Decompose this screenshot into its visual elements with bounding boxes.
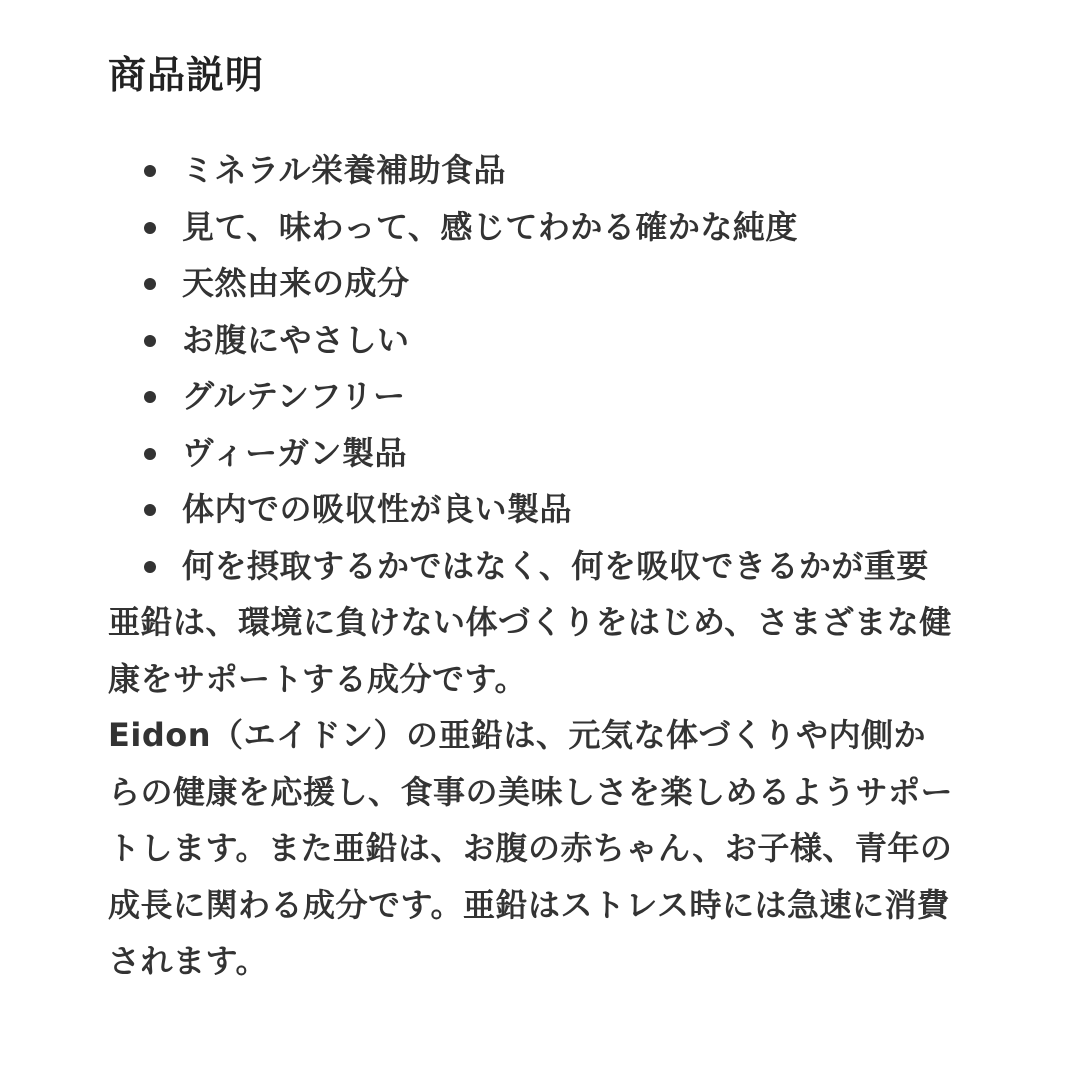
eidon-zinc-paragraph: Eidon（エイドン）の亜鉛は、元気な体づくりや内側からの健康を応援し、食事の美味しさを楽しめるようサポートします。また亜鉛は、お腹の赤ちゃん、お子様、青年の成長に関わる成分です。亜鉛はストレス時には急速に消費されます。	[108, 716, 954, 980]
bullet-icon	[144, 504, 156, 516]
feature-item	[108, 312, 958, 369]
feature-text: ミネラル栄養補助食品	[182, 151, 507, 189]
bullet-icon	[144, 222, 156, 234]
bullet-icon	[144, 391, 156, 403]
section-title: 商品説明	[108, 53, 265, 97]
bullet-icon	[144, 165, 156, 177]
feature-text: 体内での吸収性が良い製品	[182, 490, 573, 528]
feature-item	[108, 538, 958, 595]
feature-text: お腹にやさしい	[182, 320, 410, 359]
feature-item	[108, 425, 958, 482]
bullet-icon	[144, 335, 156, 347]
feature-item	[108, 255, 958, 312]
feature-text: 天然由来の成分	[182, 264, 410, 302]
bullet-icon	[144, 278, 156, 290]
feature-item	[108, 199, 958, 256]
feature-list	[108, 142, 958, 594]
feature-item	[108, 481, 958, 538]
bullet-icon	[144, 448, 156, 460]
feature-text: 何を摂取するかではなく、何を吸収できるかが重要	[182, 546, 929, 585]
product-description	[108, 52, 968, 990]
feature-text: 見て、味わって、感じてわかる確かな純度	[182, 207, 798, 246]
feature-item	[108, 368, 958, 425]
bullet-icon	[144, 561, 156, 573]
feature-text: グルテンフリー	[182, 377, 406, 415]
zinc-intro-paragraph: 亜鉛は、環境に負けない体づくりをはじめ、さまざまな健康をサポートする成分です。	[108, 603, 952, 698]
feature-text: ヴィーガン製品	[182, 433, 407, 472]
feature-item	[108, 142, 958, 199]
